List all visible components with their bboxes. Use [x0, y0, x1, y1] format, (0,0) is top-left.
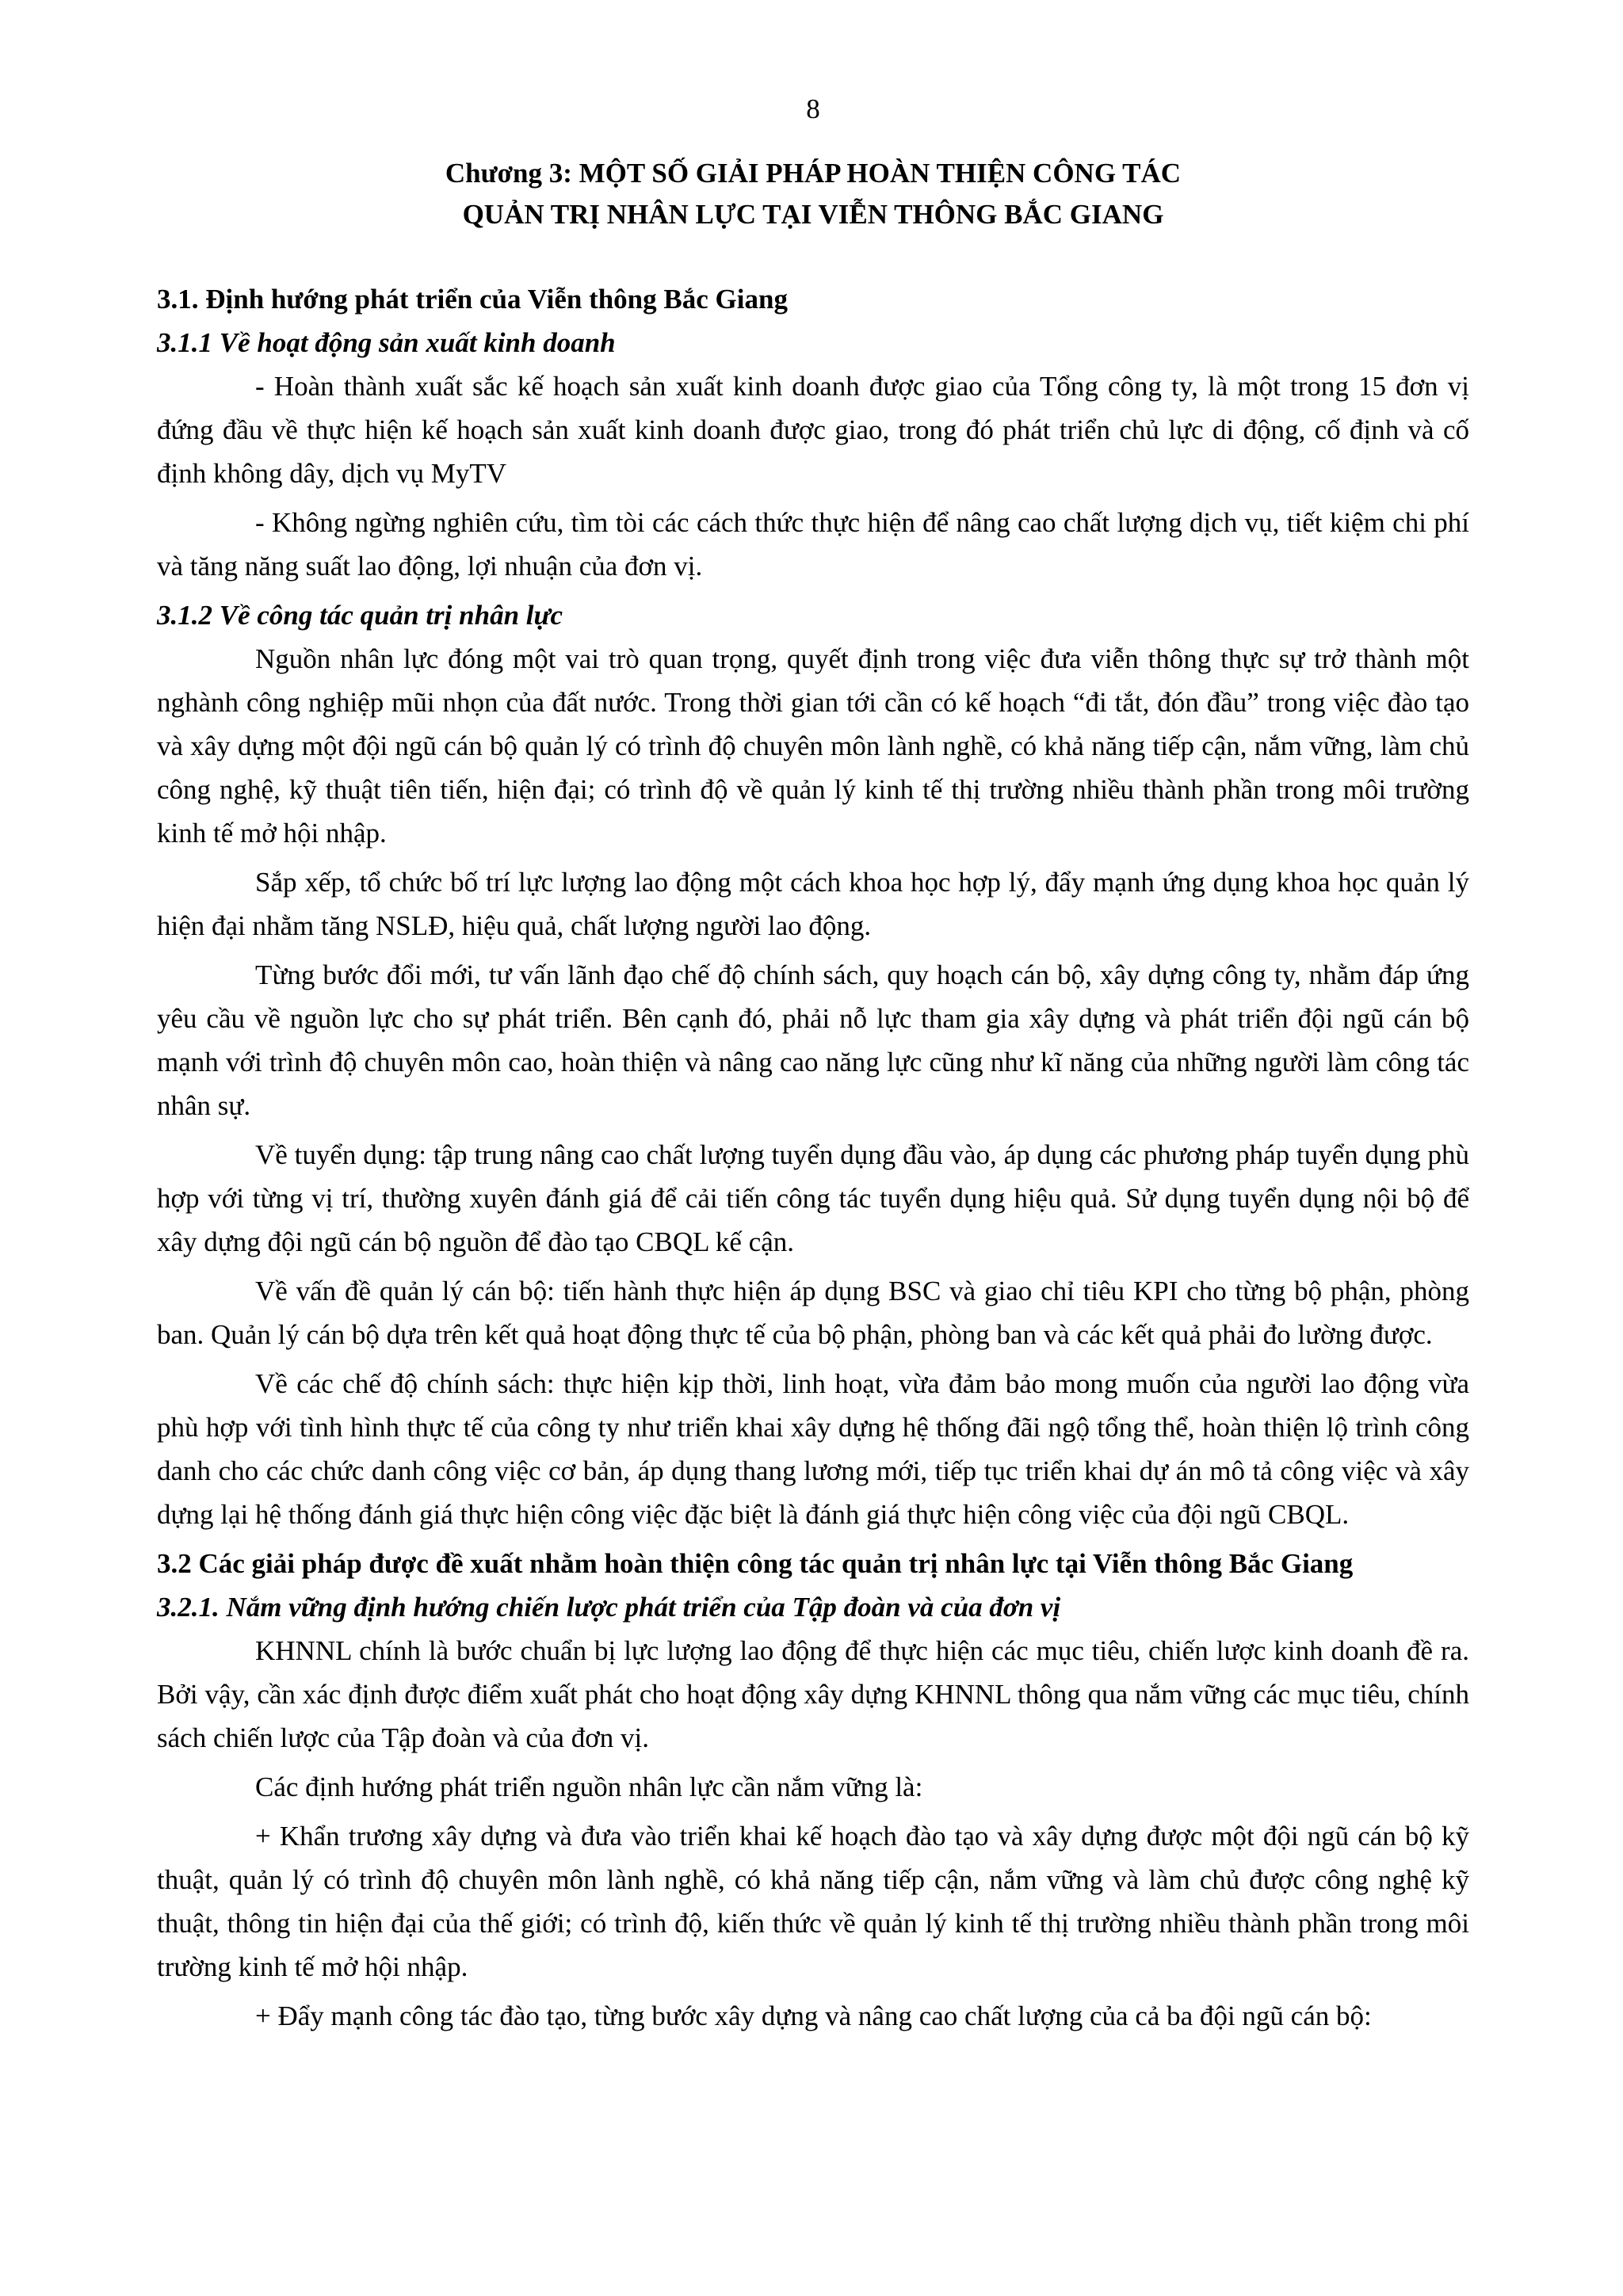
paragraph: + Khẩn trương xây dựng và đưa vào triển khai kế hoạch đào tạo và xây dựng được một đội ngũ cán bộ kỹ thuật, quản lý có trình độ chuyên môn lành nghề, có khả năng tiếp cận, nắm vững và làm chủ được công nghệ kỹ thuật, thông tin hiện đại của thế giới; có trình độ, kiến thức về quản lý kinh tế thị trường nhiều thành phần trong môi trường kinh tế mở hội nhập.: [157, 1821, 1469, 1982]
section-3-2-heading: 3.2 Các giải pháp được đề xuất nhằm hoàn thiện công tác quản trị nhân lực tại Viễn thông Bắc Giang: [157, 1548, 1354, 1579]
section-3-1-heading: 3.1. Định hướng phát triển của Viễn thông Bắc Giang: [157, 284, 788, 315]
chapter-title: [157, 153, 1469, 235]
paragraph: + Đẩy mạnh công tác đào tạo, từng bước xây dựng và nâng cao chất lượng của cả ba đội ngũ cán bộ:: [255, 2000, 1372, 2031]
paragraph: - Không ngừng nghiên cứu, tìm tòi các cách thức thực hiện để nâng cao chất lượng dịch vụ, tiết kiệm chi phí và tăng năng suất lao động, lợi nhuận của đơn vị.: [157, 507, 1469, 582]
paragraph: Nguồn nhân lực đóng một vai trò quan trọng, quyết định trong việc đưa viễn thông thực sự trở thành một nghành công nghiệp mũi nhọn của đất nước. Trong thời gian tới cần có kế hoạch “đi tắt, đón đầu” trong việc đào tạo và xây dựng một đội ngũ cán bộ quản lý có trình độ chuyên môn lành nghề, có khả năng tiếp cận, nắm vững, làm chủ công nghệ, kỹ thuật tiên tiến, hiện đại; có trình độ về quản lý kinh tế thị trường nhiều thành phần trong môi trường kinh tế mở hội nhập.: [157, 643, 1469, 849]
page-number: 8: [806, 93, 820, 124]
subsection-3-2-1-heading: 3.2.1. Nắm vững định hướng chiến lược phát triển của Tập đoàn và của đơn vị: [157, 1592, 1061, 1623]
document-body: [157, 277, 1469, 2043]
paragraph: Về tuyển dụng: tập trung nâng cao chất lượng tuyển dụng đầu vào, áp dụng các phương pháp tuyển dụng phù hợp với từng vị trí, thường xuyên đánh giá để cải tiến công tác tuyển dụng hiệu quả. Sử dụng tuyển dụng nội bộ để xây dựng đội ngũ cán bộ nguồn để đào tạo CBQL kế cận.: [157, 1139, 1469, 1257]
paragraph: Các định hướng phát triển nguồn nhân lực cần nắm vững là:: [255, 1772, 923, 1802]
paragraph: Từng bước đổi mới, tư vấn lãnh đạo chế độ chính sách, quy hoạch cán bộ, xây dựng công ty, nhằm đáp ứng yêu cầu về nguồn lực cho sự phát triển. Bên cạnh đó, phải nỗ lực tham gia xây dựng và phát triển đội ngũ cán bộ mạnh với trình độ chuyên môn cao, hoàn thiện và nâng cao năng lực cũng như kĩ năng của những người làm công tác nhân sự.: [157, 959, 1469, 1121]
paragraph: Về các chế độ chính sách: thực hiện kịp thời, linh hoạt, vừa đảm bảo mong muốn của người lao động vừa phù hợp với tình hình thực tế của công ty như triển khai xây dựng hệ thống đãi ngộ tổng thể, hoàn thiện lộ trình công danh cho các chức danh công việc cơ bản, áp dụng thang lương mới, tiếp tục triển khai dự án mô tả công việc và xây dựng lại hệ thống đánh giá thực hiện công việc đặc biệt là đánh giá thực hiện công việc của đội ngũ CBQL.: [157, 1368, 1469, 1530]
paragraph: Sắp xếp, tổ chức bố trí lực lượng lao động một cách khoa học hợp lý, đẩy mạnh ứng dụng khoa học quản lý hiện đại nhằm tăng NSLĐ, hiệu quả, chất lượng người lao động.: [157, 867, 1469, 941]
paragraph: Về vấn đề quản lý cán bộ: tiến hành thực hiện áp dụng BSC và giao chỉ tiêu KPI cho từng bộ phận, phòng ban. Quản lý cán bộ dựa trên kết quả hoạt động thực tế của bộ phận, phòng ban và các kết quả phải đo lường được.: [157, 1276, 1469, 1350]
subsection-3-1-1-heading: 3.1.1 Về hoạt động sản xuất kinh doanh: [157, 327, 616, 358]
subsection-3-1-2-heading: 3.1.2 Về công tác quản trị nhân lực: [157, 600, 563, 631]
chapter-title-line-2: QUẢN TRỊ NHÂN LỰC TẠI VIỄN THÔNG BẮC GIANG: [462, 199, 1164, 230]
chapter-title-line-1: Chương 3: MỘT SỐ GIẢI PHÁP HOÀN THIỆN CÔNG TÁC: [445, 158, 1182, 189]
paragraph: KHNNL chính là bước chuẩn bị lực lượng lao động để thực hiện các mục tiêu, chiến lược kinh doanh đề ra. Bởi vậy, cần xác định được điểm xuất phát cho hoạt động xây dựng KHNNL thông qua nắm vững các mục tiêu, chính sách chiến lược của Tập đoàn và của đơn vị.: [157, 1635, 1469, 1753]
paragraph: - Hoàn thành xuất sắc kế hoạch sản xuất kinh doanh được giao của Tổng công ty, là một trong 15 đơn vị đứng đầu về thực hiện kế hoạch sản xuất kinh doanh được giao, trong đó phát triển chủ lực di động, cố định và cố định không dây, dịch vụ MyTV: [157, 371, 1469, 489]
